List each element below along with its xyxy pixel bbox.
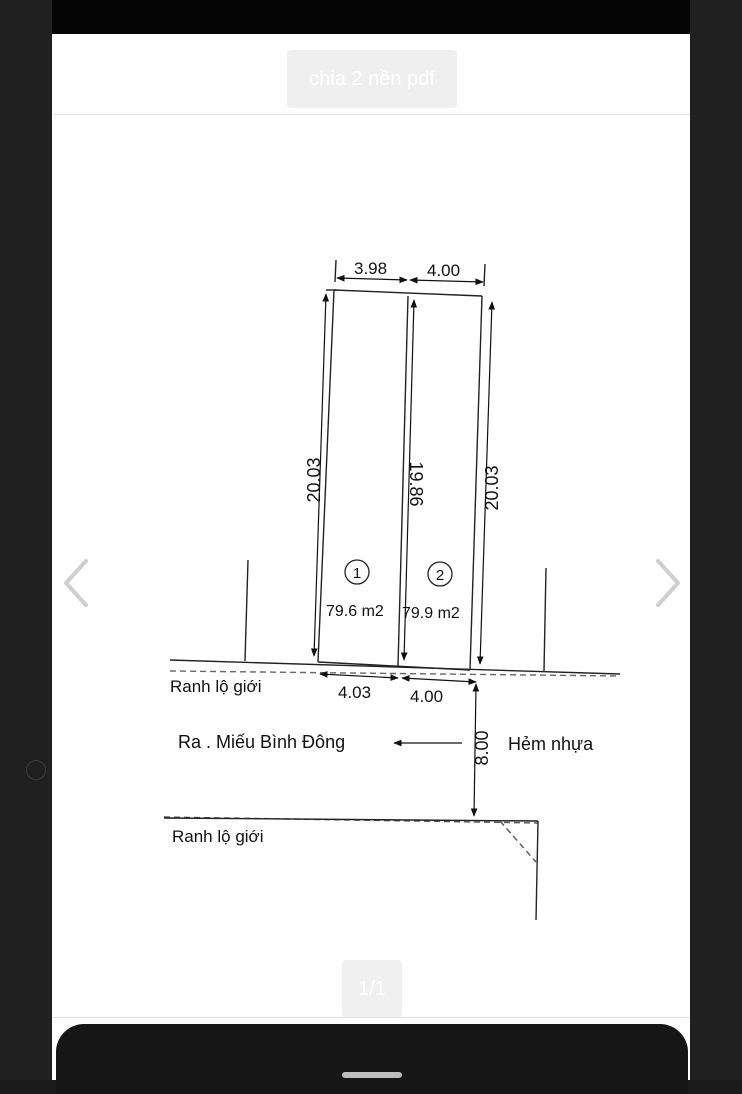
- bottom-width-1: 4.03: [338, 683, 372, 702]
- top-width-1: 3.98: [354, 259, 388, 278]
- top-width-2: 4.00: [427, 261, 461, 280]
- dim-bottom-right: [402, 678, 476, 682]
- boundary-label-lower: Ranh lộ giới: [172, 827, 264, 846]
- depth-middle: 19.86: [406, 461, 426, 507]
- lot-area-1: 79.6 m2: [326, 603, 384, 620]
- page-indicator: 1/1: [342, 960, 402, 1018]
- depth-right: 20.03: [482, 465, 502, 511]
- bottom-sheet-handle[interactable]: [342, 1072, 402, 1078]
- document-title: chia 2 nền pdf: [287, 50, 457, 108]
- bottom-width-2: 4.00: [410, 687, 444, 706]
- dim-bottom-left: [320, 674, 398, 678]
- footer-divider: [52, 1017, 690, 1018]
- direction-label: Ra . Miếu Bình Đông: [178, 732, 346, 752]
- road-boundary-lower: [164, 818, 538, 821]
- road-corner-chamfer: [500, 821, 536, 862]
- road-boundary-upper: [170, 660, 620, 674]
- chevron-left-icon[interactable]: [56, 555, 96, 611]
- alley-label: Hẻm nhựa: [508, 734, 594, 754]
- dim-top-left: [337, 278, 407, 280]
- header-divider: [52, 114, 690, 115]
- lot-area-2: 79.9 m2: [402, 605, 460, 622]
- neighbor-line-left: [245, 560, 248, 661]
- neighbor-line-right: [544, 568, 546, 671]
- dim-top-right: [410, 280, 483, 282]
- alley-width: 8.00: [472, 730, 492, 766]
- info-icon: [26, 760, 46, 780]
- lot-boundary-right: [470, 296, 482, 670]
- lot-top-edge: [334, 290, 482, 296]
- depth-left: 20.03: [304, 457, 324, 503]
- pdf-viewer: [52, 34, 690, 1080]
- chevron-right-icon[interactable]: [648, 555, 688, 611]
- bottom-sheet[interactable]: [56, 1024, 688, 1094]
- status-bar: [52, 0, 690, 34]
- pdf-page: [52, 116, 690, 1016]
- lot-number-2: 2: [435, 567, 445, 584]
- land-plot-drawing: [52, 116, 690, 1016]
- road-corner-vertical: [536, 821, 538, 920]
- lot-number-1: 1: [352, 565, 362, 582]
- boundary-label-upper: Ranh lộ giới: [170, 677, 262, 696]
